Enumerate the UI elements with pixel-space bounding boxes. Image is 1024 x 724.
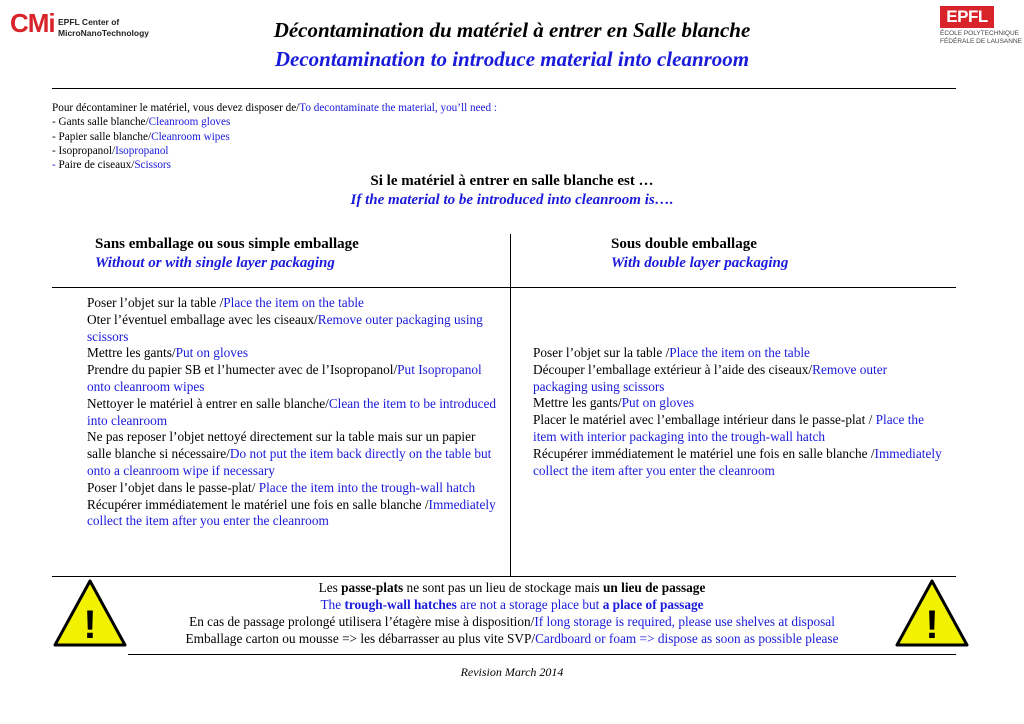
page-title-fr: Décontamination du matériel à entrer en Salle blanche (273, 18, 751, 42)
step-item: Poser l’objet sur la table /Place the item on the table (87, 295, 364, 310)
warning-notice (0, 579, 1024, 647)
header-divider (52, 88, 956, 89)
table-bottom-divider (52, 576, 956, 577)
epfl-logo-mark: EPFL (940, 6, 994, 28)
step-item: Ne pas reposer l’objet nettoyé directement sur la table mais sur un papier salle blanche si nécessaire/Do not put the item back directly on the table but onto a cleanroom wipe if necessary (87, 429, 492, 478)
requirement-item: - Papier salle blanche/Cleanroom wipes (52, 130, 230, 143)
step-item: Placer le matériel avec l’emballage intérieur dans le passe-plat / Place the item with interior packaging into the trough-wall hatch (533, 412, 924, 444)
table-header-divider (52, 287, 956, 288)
warning-line-fr: Les passe-plats ne sont pas un lieu de stockage mais un lieu de passage (318, 580, 706, 595)
step-item: Poser l’objet dans le passe-plat/ Place the item into the trough-wall hatch (87, 479, 476, 495)
step-item: Poser l’objet sur la table /Place the item on the table (533, 345, 810, 360)
column-head-fr: Sous double emballage (611, 236, 757, 252)
step-item: Récupérer immédiatement le matériel une fois en salle blanche /Immediately collect the item after you enter the cleanroom (87, 496, 496, 529)
step-item: Prendre du papier SB et l’humecter avec de l’Isopropanol/Put Isopropanol onto cleanroom wipes (87, 362, 482, 394)
requirement-item: - Isopropanol/Isopropanol (52, 144, 169, 157)
requirements-lead (52, 101, 497, 115)
warning-storage-line: En cas de passage prolongé utilisera l’étagère mise à disposition/If long storage is required, please use shelves at disposal (189, 614, 835, 629)
requirement-item: - Paire de ciseaux/Scissors (52, 159, 172, 172)
column-head-double-packaging (611, 235, 788, 273)
revision-note: Revision March 2014 (460, 665, 564, 679)
condition-heading-fr: Si le matériel à entrer en salle blanche est … (370, 173, 654, 189)
column-head-en: Without or with single layer packaging (95, 255, 335, 271)
cmi-logo-mark: CMi (10, 8, 55, 38)
step-item: Récupérer immédiatement le matériel une fois en salle blanche /Immediately collect the item after you enter the cleanroom (533, 445, 942, 478)
step-item: Nettoyer le matériel à entrer en salle blanche/Clean the item to be introduced into cleanroom (87, 395, 497, 428)
epfl-logo-line1: ÉCOLE POLYTECHNIQUE (940, 30, 1019, 37)
column-head-fr: Sans emballage ou sous simple emballage (95, 236, 359, 252)
cmi-logo-line2: MicroNanoTechnology (58, 28, 149, 38)
page-title-en: Decontamination to introduce material into cleanroom (274, 47, 750, 71)
step-item: Oter l’éventuel emballage avec les ciseaux/Remove outer packaging using scissors (87, 311, 483, 344)
epfl-logo-line2: FÉDÉRALE DE LAUSANNE (940, 38, 1022, 45)
requirement-item: - Gants salle blanche/Cleanroom gloves (52, 116, 231, 129)
svg-text:!: ! (83, 603, 97, 647)
table-column-divider (510, 234, 511, 576)
requirements-lead-fr: Pour décontaminer le matériel, vous devez disposer de/ (52, 102, 300, 114)
requirements-block (52, 101, 497, 172)
footer-divider (128, 654, 956, 655)
condition-heading-en: If the material to be introduced into cleanroom is…. (350, 192, 674, 208)
step-item: Découper l’emballage extérieur à l’aide des ciseaux/Remove outer packaging using scissors (533, 361, 888, 394)
step-item: Mettre les gants/Put on gloves (533, 395, 695, 411)
cmi-logo-line1: EPFL Center of (58, 17, 120, 27)
svg-text:!: ! (925, 603, 939, 647)
step-item: Mettre les gants/Put on gloves (87, 345, 249, 361)
warning-packaging-line: Emballage carton ou mousse => les débarrasser au plus vite SVP/Cardboard or foam => dispose as soon as possible please (185, 631, 839, 646)
steps-double-packaging (533, 345, 943, 479)
warning-line-en: The trough-wall hatches are not a storage place but a place of passage (320, 597, 704, 612)
column-head-en: With double layer packaging (611, 255, 789, 271)
column-head-single-packaging (95, 235, 359, 273)
steps-single-packaging (87, 295, 497, 530)
requirements-lead-en: To decontaminate the material, you’ll need : (299, 102, 498, 114)
